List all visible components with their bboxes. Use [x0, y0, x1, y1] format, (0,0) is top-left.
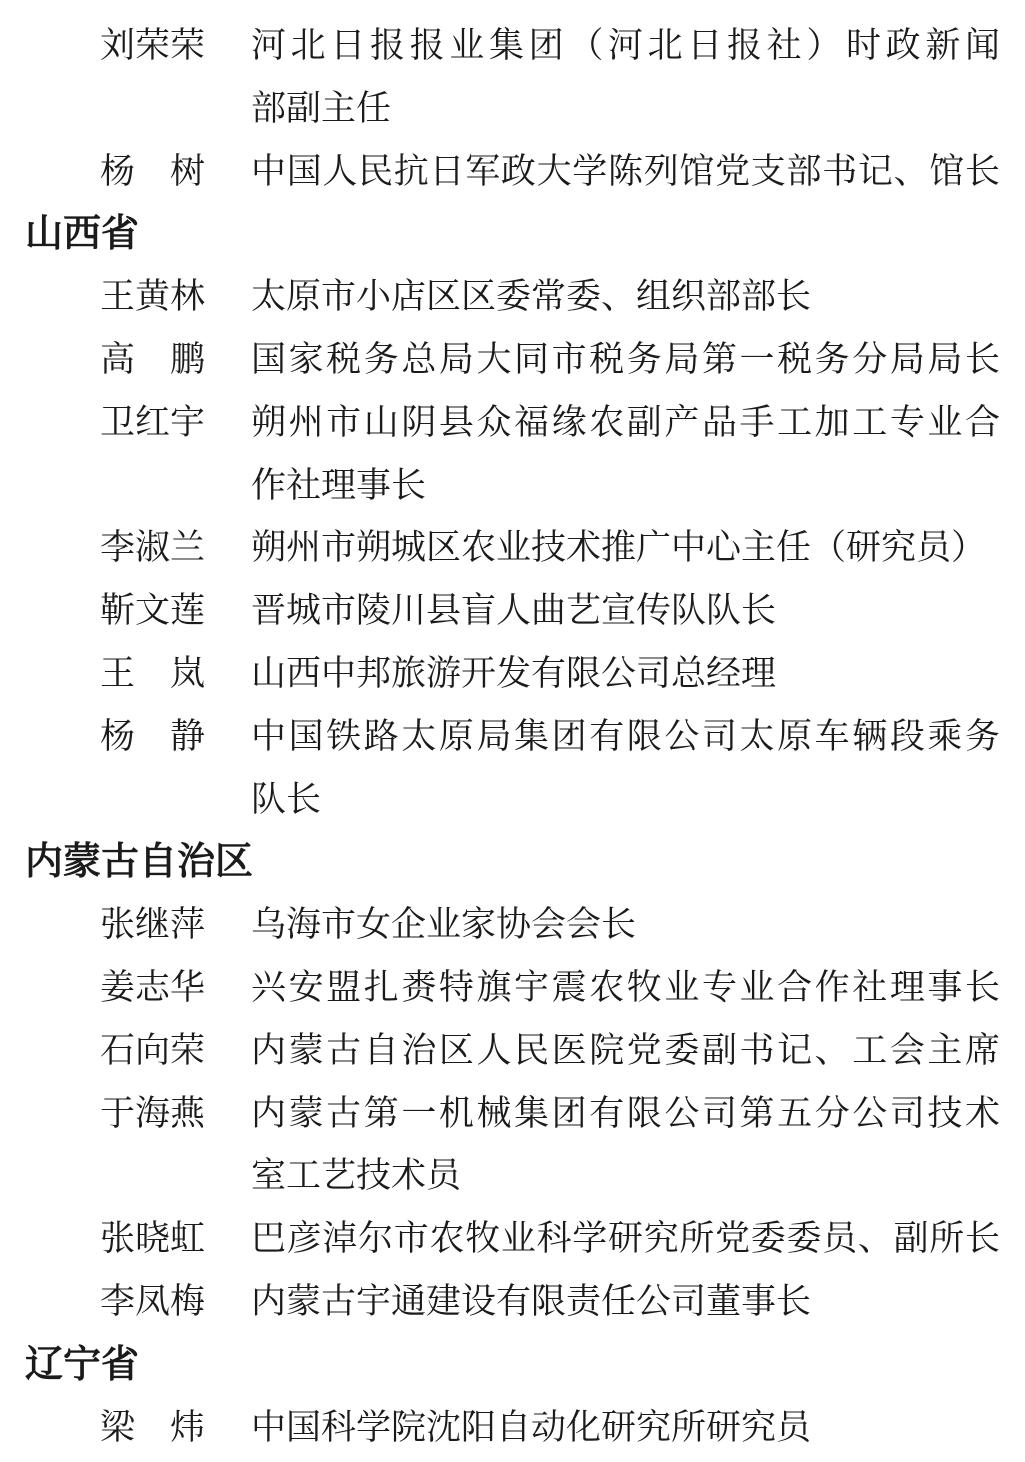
- entry-title-line: 室工艺技术员: [251, 1156, 462, 1196]
- section-heading: 山西省: [25, 213, 140, 256]
- entry-title-line: 队长: [251, 779, 322, 819]
- entry-name: 王 岚: [100, 653, 206, 693]
- entry-title: [251, 894, 1000, 957]
- entry-title-line: 巴彦淖尔市农牧业科学研究所党委委员、副所长: [251, 1219, 1000, 1259]
- entry-title-line: 朔州市山阴县众福缘农副产品手工加工专业合: [251, 402, 1000, 442]
- entry-row: [100, 266, 1000, 329]
- entry-title: [251, 266, 1000, 329]
- entry-row: [100, 643, 1000, 706]
- entry-title: [251, 329, 1000, 392]
- entry-name: 杨 树: [100, 151, 206, 191]
- entry-row: [100, 706, 1000, 832]
- entry-title-line: 山西中邦旅游开发有限公司总经理: [251, 653, 777, 693]
- entry-name: 李凤梅: [100, 1281, 206, 1321]
- entry-title: [251, 957, 1000, 1020]
- entry-row: [100, 141, 1000, 204]
- entry-title: [251, 392, 1000, 518]
- entry-name: 刘荣荣: [100, 26, 206, 65]
- entry-name: 杨 静: [100, 716, 206, 756]
- entry-name: 靳文莲: [100, 591, 206, 631]
- entry-row: [100, 580, 1000, 643]
- entry-row: [100, 894, 1000, 957]
- entry-name: 于海燕: [100, 1093, 206, 1133]
- entry-row: [100, 15, 1000, 141]
- entry-title-line: 兴安盟扎赉特旗宇震农牧业专业合作社理事长: [251, 967, 1000, 1007]
- entry-row: [100, 1083, 1000, 1209]
- entry-row: [100, 517, 1000, 580]
- entry-title-line: 朔州市朔城区农业技术推广中心主任（研究员）: [251, 528, 987, 568]
- entry-title-line: 太原市小店区区委常委、组织部部长: [251, 277, 812, 317]
- entry-title: [251, 15, 1000, 141]
- entry-title-line: 作社理事长: [251, 465, 427, 505]
- section-heading: 辽宁省: [25, 1343, 140, 1386]
- entry-title: [251, 1397, 1000, 1460]
- entry-title-line: 部副主任: [251, 88, 392, 128]
- entry-name: 王黄林: [100, 277, 206, 317]
- entry-title: [251, 706, 1000, 832]
- entry-title-line: 内蒙古第一机械集团有限公司第五分公司技术: [251, 1093, 1000, 1133]
- entry-title-line: 中国铁路太原局集团有限公司太原车辆段乘务: [251, 716, 1000, 756]
- entry-name: 张晓虹: [100, 1219, 206, 1259]
- entry-name: 石向荣: [100, 1030, 206, 1070]
- entry-title: [251, 580, 1000, 643]
- entry-title: [251, 517, 1000, 580]
- entry-title-line: 晋城市陵川县盲人曲艺宣传队队长: [251, 591, 777, 631]
- entry-title-line: 中国人民抗日军政大学陈列馆党支部书记、馆长: [251, 151, 1000, 191]
- entry-name: 李淑兰: [100, 528, 206, 568]
- entry-row: [100, 392, 1000, 518]
- entry-row: [100, 329, 1000, 392]
- entry-row: [100, 957, 1000, 1020]
- entry-title-line: 国家税务总局大同市税务局第一税务分局局长: [251, 339, 1000, 379]
- entry-title: [251, 1020, 1000, 1083]
- entry-row: [100, 1397, 1000, 1460]
- entry-title: [251, 141, 1000, 204]
- entry-name: 姜志华: [100, 967, 206, 1007]
- entry-title-line: 乌海市女企业家协会会长: [251, 905, 637, 945]
- entry-name: 高 鹏: [100, 339, 206, 379]
- entry-row: [100, 1271, 1000, 1334]
- entry-title-line: 内蒙古宇通建设有限责任公司董事长: [251, 1281, 812, 1321]
- entry-title: [251, 1271, 1000, 1334]
- section-heading: 内蒙古自治区: [25, 841, 254, 884]
- entry-name: 卫红宇: [100, 402, 206, 442]
- entry-title-line: 内蒙古自治区人民医院党委副书记、工会主席: [251, 1030, 1000, 1070]
- entry-title-line: 中国科学院沈阳自动化研究所研究员: [251, 1407, 812, 1447]
- entry-row: [100, 1020, 1000, 1083]
- entry-title: [251, 643, 1000, 706]
- entry-row: [100, 1208, 1000, 1271]
- entry-name: 梁 炜: [100, 1407, 206, 1447]
- entry-name: 张继萍: [100, 905, 206, 945]
- entry-title: [251, 1083, 1000, 1209]
- entry-title: [251, 1208, 1000, 1271]
- entry-title-line: 河北日报报业集团（河北日报社）时政新闻: [251, 26, 1000, 65]
